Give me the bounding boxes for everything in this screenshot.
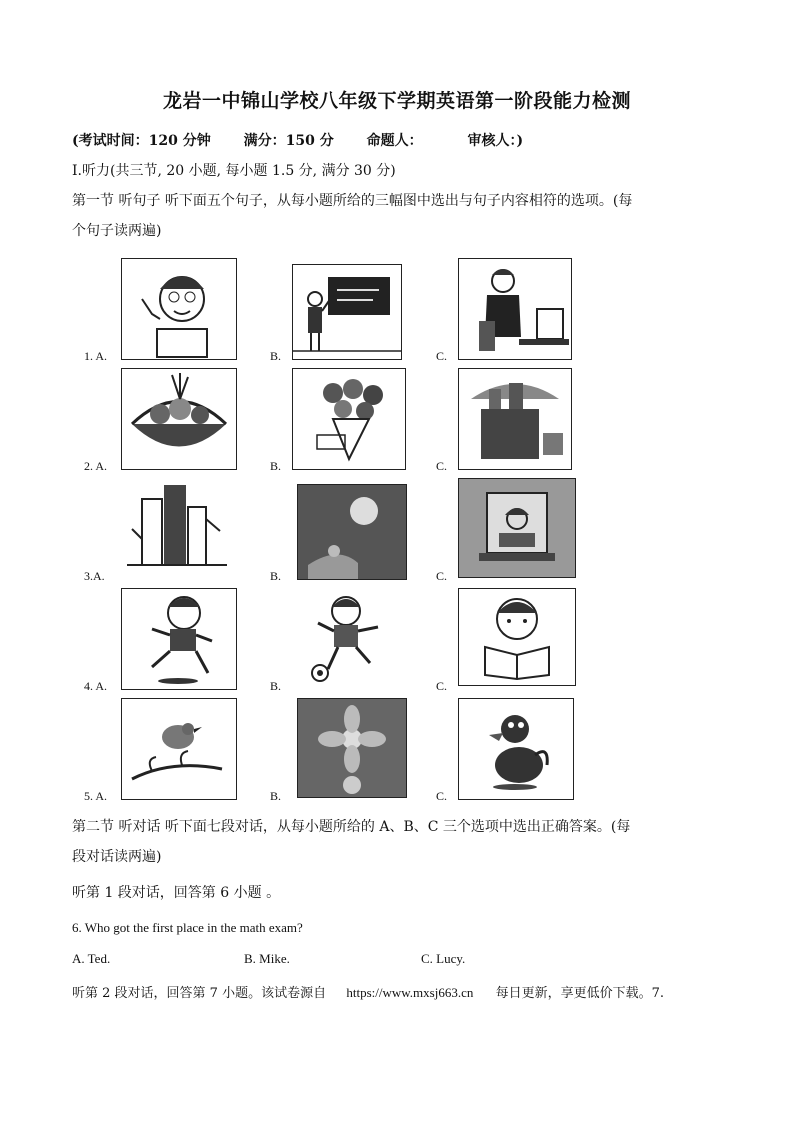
man-at-computer-icon [458,258,572,360]
option-label-c: C. [436,459,448,473]
option-label-b: B. [270,349,282,363]
q6-option-a: A. Ted. [72,951,111,966]
page-title: 龙岩一中锦山学校八年级下学期英语第一阶段能力检测 [162,90,631,112]
picture-row-2 [84,368,604,478]
picture-row-4 [84,588,604,698]
option-label-b: B. [270,459,282,473]
option-label-c: C. [436,679,448,693]
boy-reading-icon [458,588,576,686]
q6-option-b: B. Mike. [244,951,290,966]
teacher-blackboard-icon [292,264,402,360]
exam-score: 满分：150 分 [243,133,334,149]
girl-at-window-icon [458,478,576,578]
dialog2-intro-line [72,982,664,1001]
q6-option-c: C. Lucy. [421,951,466,966]
boy-football-icon [297,588,407,686]
gift-basket-icon [458,368,572,470]
exam-info [72,130,551,150]
flower-bouquet-icon [292,368,406,470]
part1-instruction-line1: 第一节 听句子 听下面五个句子，从每小题所给的三幅图中选出与句子内容相符的选项。(每 [72,193,633,209]
option-label-a: 1. A. [84,349,108,363]
promo-text: 每日更新，享更低价下载。7. [495,986,665,1001]
duck-icon [458,698,574,800]
bird-on-branch-icon [121,698,237,800]
part2-instruction-line1: 第二节 听对话 听下面七段对话，从每小题所给的 A、B、C 三个选项中选出正确答案。(每 [72,819,631,835]
picture-row-3 [84,478,604,588]
part1-instruction-line2: 个句子读两遍) [72,223,162,239]
part2-instruction-line2: 段对话读两遍) [72,849,162,865]
option-label-c: C. [436,349,448,363]
source-url-link[interactable]: https://www.mxsj663.cn [346,985,474,1000]
picture-row-5 [84,698,604,808]
boy-running-icon [121,588,237,690]
option-label-b: B. [270,569,282,583]
teacher-speaking-icon [121,258,237,360]
exam-reviewer: 审核人：) [467,133,524,149]
option-label-a: 3.A. [84,569,105,583]
section1-heading: Ⅰ.听力(共三节, 20 小题, 每小题 1.5 分, 满分 30 分) [72,163,396,179]
city-buildings-icon [121,478,237,580]
option-label-a: 2. A. [84,459,108,473]
option-label-b: B. [270,789,282,803]
dialog1-intro: 听第 1 段对话，回答第 6 小题 。 [72,885,281,901]
fruit-basket-icon [121,368,237,470]
option-label-a: 5. A. [84,789,108,803]
option-label-c: C. [436,569,448,583]
picture-row-1 [84,258,604,368]
moon-night-icon [297,484,407,580]
option-label-b: B. [270,679,282,693]
exam-time: (考试时间：120 分钟 [72,133,211,149]
option-label-c: C. [436,789,448,803]
dialog2-intro: 听第 2 段对话，回答第 7 小题。该试卷源自 [72,986,327,1001]
option-label-a: 4. A. [84,679,108,693]
question-6: 6. Who got the first place in the math exam? [72,920,303,935]
exam-author: 命题人： [366,133,423,149]
flower-icon [297,698,407,798]
